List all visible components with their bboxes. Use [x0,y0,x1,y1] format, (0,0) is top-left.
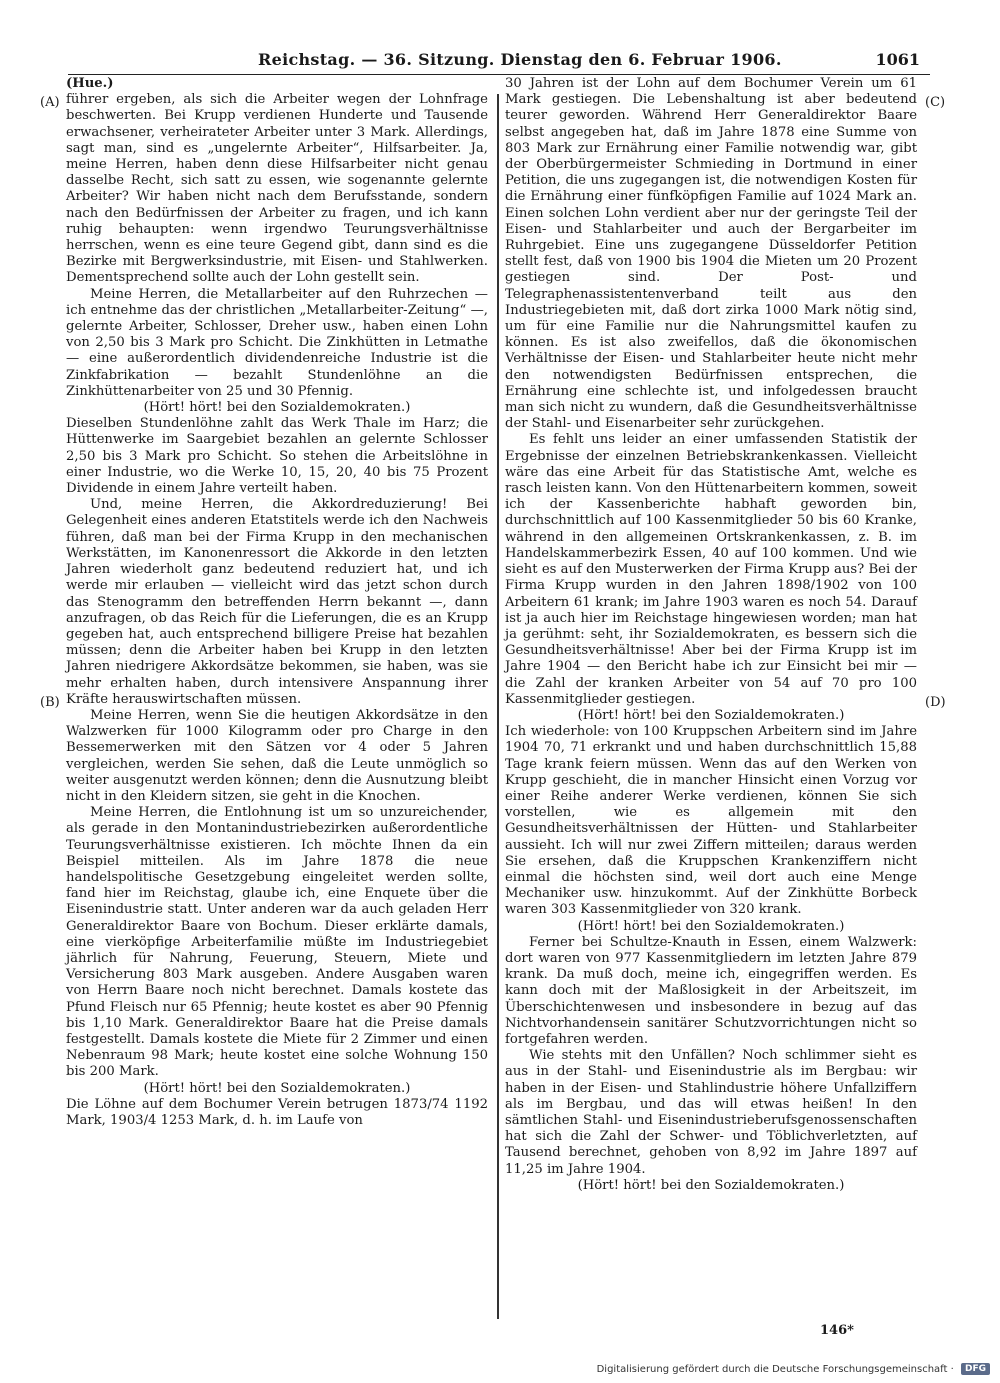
speaker-label: (Hue.) [66,76,114,91]
left-column [66,76,488,1129]
paragraph: Meine Herren, die Entlohnung ist um so unzureichender, als gerade in den Montanindustriebezirken außerordentliche Teurungsverhältnisse existieren. Ich möchte Ihnen da ein Beispiel mitteilen. Als im Jahre 1878 die neue handelspolitische Gesetzgebung eingeleitet werden sollte, fand hier im Reichstag, glaube ich, eine Enquete über die Eisenindustrie statt. Unter anderen war da auch geladen Herr Generaldirektor Baare von Bochum. Dieser erklärte damals, eine vierköpfige Arbeiterfamilie müßte im Industriegebiet jährlich für Nahrung, Feuerung, Steuern, Miete und Versicherung 803 Mark ausgeben. Andere Ausgaben waren von Herrn Baare noch nicht berechnet. Damals kostete das Pfund Fleisch nur 65 Pfennig; heute kostet es aber 90 Pfennig bis 1,10 Mark. Generaldirektor Baare hat die Preise damals festgestellt. Damals kostete die Miete für 2 Zimmer und einen Nebenraum 98 Mark; heute kostet eine solche Wohnung 150 bis 200 Mark. [66,805,488,1080]
interjection: (Hört! hört! bei den Sozialdemokraten.) [577,1177,845,1193]
paragraph: Ich wiederhole: von 100 Kruppschen Arbeitern sind im Jahre 1904 70, 71 erkrankt und und haben durchschnittlich 15,88 Tage krank feiern müssen. Wenn das auf den Werken von Krupp geschieht, die in mancher Hinsicht einen Vorzug vor einer Reihe anderer Werke verdienen, können Sie sich vorstellen, wie es allgemein mit den Gesundheitsverhältnissen der Hütten- und Stahlarbeiter aussieht. Ich will nur zwei Ziffern mitteilen; daraus werden Sie ersehen, daß die Kruppschen Krankenziffern nicht einmal die höchsten sind, weil dort auch eine Menge Mechaniker usw. hinzukommt. Auf der Zinkhütte Borbeck waren 303 Kassenmitglieder von 320 krank. [505,724,917,918]
running-header [68,46,930,75]
page-number: 1061 [875,50,920,69]
paragraph: Dieselben Stundenlöhne zahlt das Werk Thale im Harz; die Hüttenwerke im Saargebiet bezahlen an gelernte Schlosser 2,50 bis 3 Mark pro Schicht. So stehen die Arbeitslöhne in einer Industrie, wo die Werke 10, 15, 20, 40 bis 75 Prozent Dividende in einem Jahre verteilt haben. [66,416,488,497]
footer-credit [0,1363,1000,1383]
interjection: (Hört! hört! bei den Sozialdemokraten.) [143,1080,411,1096]
paragraph: führer ergeben, als sich die Arbeiter wegen der Lohnfrage beschwerten. Bei Krupp verdienen Hunderte und Tausende erwachsener, verheirateter Arbeiter unter 3 Mark. Allerdings, sagt man, sind es „ungelernte Arbeiter“, Hilfsarbeiter. Ja, meine Herren, haben denn diese Hilfsarbeiter nicht genau dasselbe Recht, sich satt zu essen, wie sogenannte gelernte Arbeiter? Wir haben nicht nach dem Berufsstande, sondern nach den Bedürfnissen der Arbeiter zu fragen, und ich kann ruhig behaupten: wenn irgendwo Teurungsverhältnisse herrschen, wenn es eine teure Gegend gibt, dann sind es die Bezirke mit Bergwerksindustrie, mit Eisen- und Stahlwerken. Dementsprechend sollte auch der Lohn gestellt sein. [66,92,488,286]
paragraph: Es fehlt uns leider an einer umfassenden Statistik der Ergebnisse der einzelnen Betriebskrankenkassen. Vielleicht wäre das eine Arbeit für das Statistische Amt, welche es rasch leisten kann. Von den Hüttenarbeitern kommen, soweit ich der Kassenberichte habhaft geworden bin, durchschnittlich auf 100 Kassenmitglieder 50 bis 60 Kranke, während in den allgemeinen Ortskrankenkassen, z. B. im Handelskammerbezirk Essen, 40 auf 100 kommen. Und wie sieht es auf den Musterwerken der Firma Krupp aus? Bei der Firma Krupp wurden in den Jahren 1898/1902 von 100 Arbeitern 61 krank; im Jahre 1903 waren es noch 54. Darauf ist ja auch hier im Reichstage hingewiesen worden; man hat ja gerühmt: seht, ihr Sozialdemokraten, es bessern sich die Gesundheitsverhältnisse! Aber bei der Firma Krupp ist im Jahre 1904 — den Bericht habe ich zur Einsicht bei mir — die Zahl der kranken Arbeiter von 54 auf 70 pro 100 Kassenmitglieder gestiegen. [505,432,917,707]
margin-marker-b: (B) [40,695,60,710]
header-title: Reichstag. — 36. Sitzung. Dienstag den 6. Februar 1906. [258,50,782,69]
paragraph: 30 Jahren ist der Lohn auf dem Bochumer Verein um 61 Mark gestiegen. Die Lebenshaltung ist aber bedeutend teurer geworden. Während Herr Generaldirektor Baare selbst angegeben hat, daß im Jahre 1878 eine Summe von 803 Mark zur Ernährung einer Familie notwendig war, gibt der Oberbürgermeister Schmieding in Dortmund in einer Petition, die uns zugegangen ist, die notwendigen Kosten für die Ernährung einer fünfköpfigen Familie auf 1024 Mark an. Einen solchen Lohn verdient aber nur der geringste Teil der Eisen- und Stahlarbeiter und auch der Bergarbeiter im Ruhrgebiet. Eine uns zugegangene Düsseldorfer Petition stellt fest, daß von 1900 bis 1904 die Mieten um 20 Prozent gestiegen sind. Der Post- und Telegraphenassistentenverband teilt aus den Industriegebieten mit, daß dort zirka 1000 Mark nötig sind, um für eine Familie nur die Nahrungsmittel kaufen zu können. Es ist also zweifellos, daß die ökonomischen Verhältnisse der Eisen- und Stahlarbeiter heute nicht mehr den notwendigsten Bedürfnissen entsprechen, die Ernährung eine schlechte ist, und infolgedessen braucht man sich nicht zu wundern, daß die Gesundheitsverhältnisse der Stahl- und Eisenarbeiter sehr zurückgehen. [505,76,917,432]
paragraph: Und, meine Herren, die Akkordreduzierung! Bei Gelegenheit eines anderen Etatstitels werde ich den Nachweis führen, daß man bei der Firma Krupp in den mechanischen Werkstätten, im Kanonenressort die Akkorde in den letzten Jahren wiederholt ganz bedeutend reduziert hat, und ich werde mir erlauben — vielleicht wird das jetzt schon durch das Stenogramm den betreffenden Herrn bekannt —, dann anzufragen, ob das Reich für die Lieferungen, die es an Krupp gegeben hat, auch entsprechend billigere Preise hat bezahlen müssen; denn die Arbeiter haben bei Krupp in den letzten Jahren niedrigere Akkordsätze bekommen, sie haben, was sie mehr erhalten haben, durch intensivere Anspannung ihrer Kräfte herauswirtschaften müssen. [66,497,488,707]
margin-marker-a: (A) [40,95,60,110]
column-divider [497,94,499,1319]
footer-text: Digitalisierung gefördert durch die Deutsche Forschungsgemeinschaft · [596,1364,954,1375]
paragraph: Ferner bei Schultze-Knauth in Essen, einem Walzwerk: dort waren von 977 Kassenmitgliedern im letzten Jahre 879 krank. Da muß doch, meine ich, eingegriffen werden. Es kann doch mit der Maßlosigkeit in der Arbeitszeit, im Überschichtenwesen und insbesondere in bezug auf das Nichtvorhandensein sanitärer Schutzvorrichtungen nicht so fortgefahren werden. [505,934,917,1047]
interjection: (Hört! hört! bei den Sozialdemokraten.) [577,918,845,934]
paragraph: Wie stehts mit den Unfällen? Noch schlimmer sieht es aus in der Stahl- und Eisenindustrie als im Bergbau: wir haben in der Eisen- und Stahlindustrie höhere Unfallziffern als im Bergbau, und das will etwas heißen! In den sämtlichen Stahl- und Eisenindustrieberufsgenossenschaften hat sich die Zahl der Schwer- und Töblichverletzten, auf Tausend berechnet, gehoben von 8,92 im Jahre 1897 auf 11,25 im Jahre 1904. [505,1048,917,1177]
dfg-logo: DFG [961,1363,990,1375]
margin-marker-c: (C) [925,95,946,110]
paragraph: Meine Herren, wenn Sie die heutigen Akkordsätze in den Walzwerken für 1000 Kilogramm oder pro Charge in den Bessemerwerken mit den Sätzen vor 4 oder 5 Jahren vergleichen, werden Sie sehen, daß die Leute unmöglich so weiter ausgenutzt werden können; denn die Ausnutzung bleibt nicht in den Kleidern sitzen, sie geht in die Knochen. [66,707,488,804]
paragraph: Die Löhne auf dem Bochumer Verein betrugen 1873/74 1192 Mark, 1903/4 1253 Mark, d. h. im Laufe von [66,1096,488,1128]
sheet-mark: 146* [820,1323,854,1338]
interjection: (Hört! hört! bei den Sozialdemokraten.) [143,400,411,416]
interjection: (Hört! hört! bei den Sozialdemokraten.) [577,707,845,723]
right-column [505,76,917,1194]
margin-marker-d: (D) [925,695,946,710]
paragraph: Meine Herren, die Metallarbeiter auf den Ruhrzechen — ich entnehme das der christlichen „Metallarbeiter-Zeitung“ —, gelernte Arbeiter, Schlosser, Dreher usw., haben einen Lohn von 2,50 bis 3 Mark pro Schicht. Die Zinkhütten in Letmathe — eine außerordentlich dividendenreiche Industrie ist die Zinkfabrikation — bezahlt Stundenlöhne an die Zinkhüttenarbeiter von 25 und 30 Pfennig. [66,286,488,399]
